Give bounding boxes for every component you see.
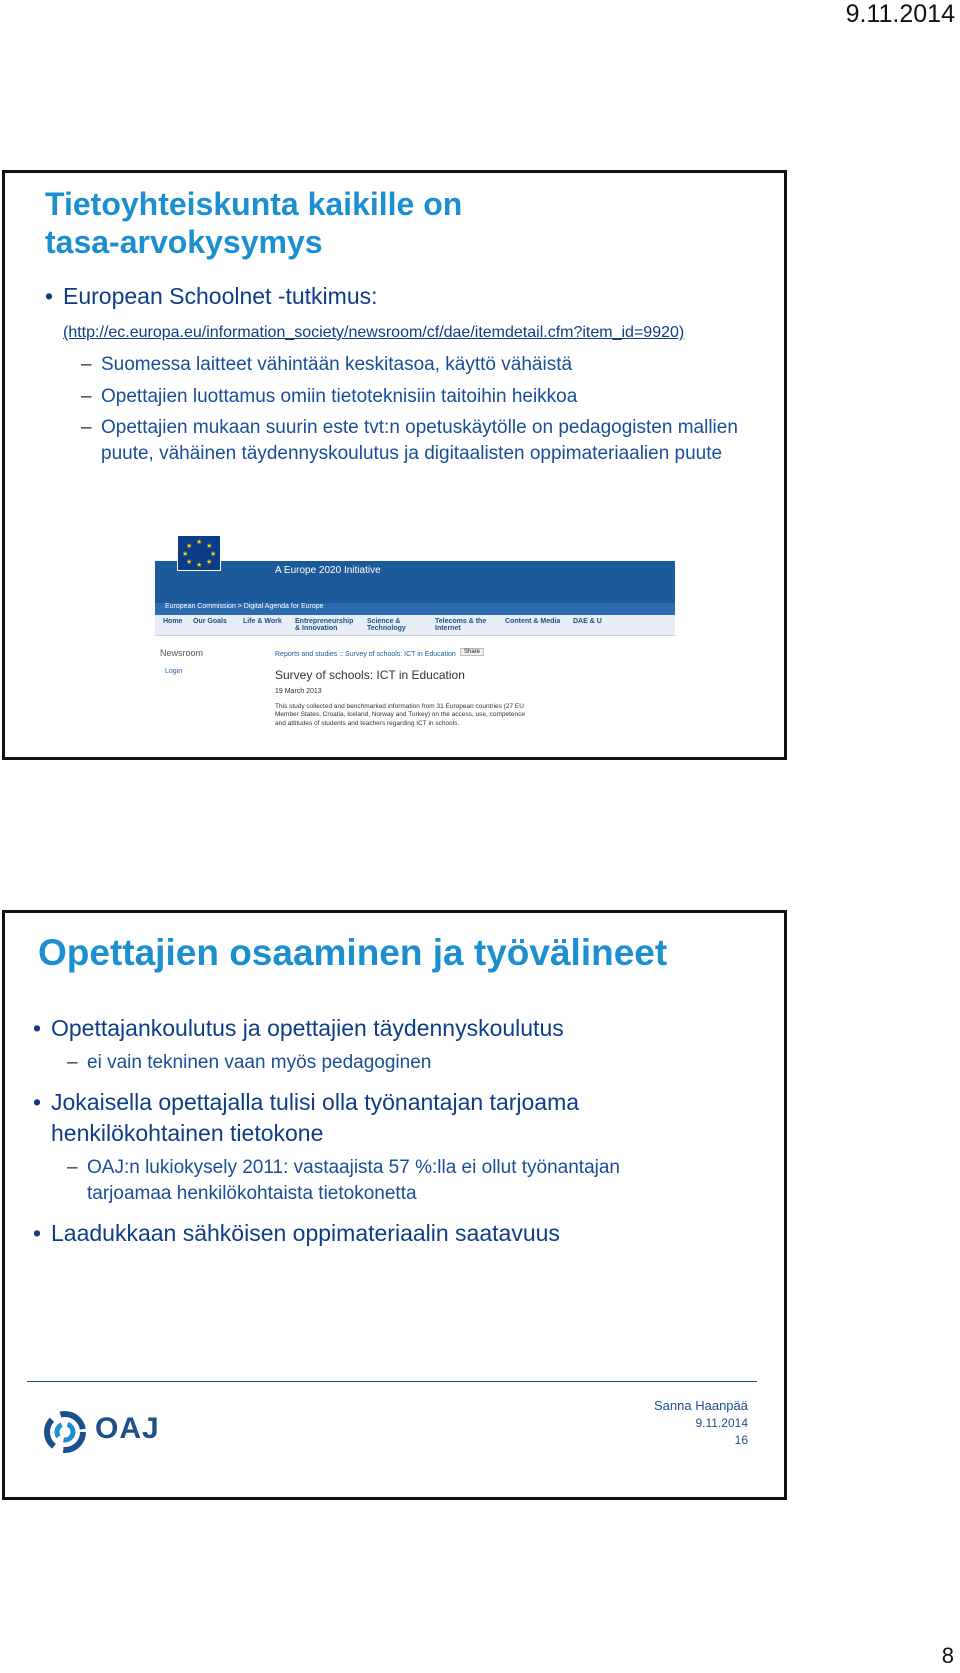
- sub-bullet-item: – ei vain tekninen vaan myös pedagoginen: [33, 1050, 773, 1077]
- eu-header-subtitle: A Europe 2020 Initiative: [275, 565, 381, 576]
- sub-bullet-item: – Opettajien luottamus omiin tietoteknisiin taitoihin heikkoa: [45, 384, 775, 410]
- eu-website-screenshot: [155, 523, 675, 738]
- eu-menu-item: Life & Work: [243, 618, 282, 625]
- bullet-item: • Jokaisella opettajalla tulisi olla työnantajan tarjoama henkilökohtainen tietokone: [33, 1087, 651, 1149]
- eu-banner: [155, 561, 675, 603]
- slide-title: Opettajien osaaminen ja työvälineet: [38, 932, 668, 973]
- source-url[interactable]: [45, 324, 775, 342]
- eu-menu-item: Content & Media: [505, 618, 561, 625]
- eu-page-crumb: Reports and studies :: Survey of schools: ICT in Education: [275, 651, 456, 658]
- footer-divider: [27, 1381, 757, 1382]
- oaj-logo-text: OAJ: [95, 1412, 160, 1445]
- eu-page-date: 19 March 2013: [275, 688, 322, 695]
- eu-menu-item: Home: [163, 618, 183, 625]
- slide-1: [2, 170, 787, 760]
- bullet-item: • Laadukkaan sähköisen oppimateriaalin saatavuus: [33, 1218, 773, 1249]
- eu-side-title: Newsroom: [160, 648, 204, 658]
- oaj-swirl-icon: [43, 1410, 87, 1454]
- footer-date: 9.11.2014: [695, 1416, 748, 1430]
- sub-bullet-item: – OAJ:n lukiokysely 2011: vastaajista 57 %:lla ei ollut työnantajan tarjoamaa henkilökohtaista tietokonetta: [33, 1155, 687, 1208]
- bullet-list: [33, 1003, 773, 1249]
- eu-menu-item: Telecoms & the Internet: [435, 618, 487, 632]
- eu-flag-icon: ★ ★ ★ ★ ★ ★ ★ ★: [177, 535, 221, 571]
- eu-header-title: DIGITAL AGENDA FOR EUROPE: [275, 547, 487, 562]
- sub-bullet-item: – Opettajien mukaan suurin este tvt:n opetuskäytölle on pedagogisten mallien puute, vähäinen täydennyskoulutus ja digitaalisten oppimateriaalien puute: [45, 415, 741, 466]
- footer-author: Sanna Haanpää: [654, 1398, 748, 1413]
- slide-2: [2, 910, 787, 1500]
- eu-breadcrumb-bar: [155, 603, 675, 615]
- footer-slide-number: 16: [734, 1433, 748, 1447]
- sub-bullet-item: – Suomessa laitteet vähintään keskitasoa, käyttö vähäistä: [45, 352, 775, 378]
- slide-title: Tietoyhteiskunta kaikille on tasa-arvokysymys: [45, 186, 463, 261]
- eu-menu-item: Our Goals: [193, 618, 227, 625]
- bullet-item: • Opettajankoulutus ja opettajien täydennyskoulutus: [33, 1013, 773, 1044]
- source-link[interactable]: (http://ec.europa.eu/information_society/newsroom/cf/dae/itemdetail.cfm?item_id=9920): [63, 324, 685, 341]
- eu-breadcrumb: European Commission > Digital Agenda for Europe: [165, 603, 324, 610]
- eu-menu-item: DAE & U: [573, 618, 602, 625]
- eu-menu-item: Entrepreneurship & Innovation: [295, 618, 354, 632]
- page-number: 8: [941, 1643, 954, 1668]
- eu-share-button: Share: [460, 648, 484, 656]
- eu-page-body: This study collected and benchmarked information from 31 European countries (27 EU Member States, Croatia, Iceland, Norway and Turkey) on the access, use, competence and attitudes of students and teachers regarding ICT in schools.: [275, 703, 526, 727]
- eu-menu-item: Science & Technology: [367, 618, 406, 632]
- bullet-list: [45, 283, 775, 467]
- eu-login-link: Login: [165, 668, 183, 675]
- eu-menu: [155, 615, 675, 636]
- oaj-logo: [43, 1408, 163, 1458]
- bullet-item: • European Schoolnet -tutkimus:: [45, 283, 775, 310]
- eu-page-heading: Survey of schools: ICT in Education: [275, 668, 465, 682]
- page-date: 9.11.2014: [845, 0, 955, 28]
